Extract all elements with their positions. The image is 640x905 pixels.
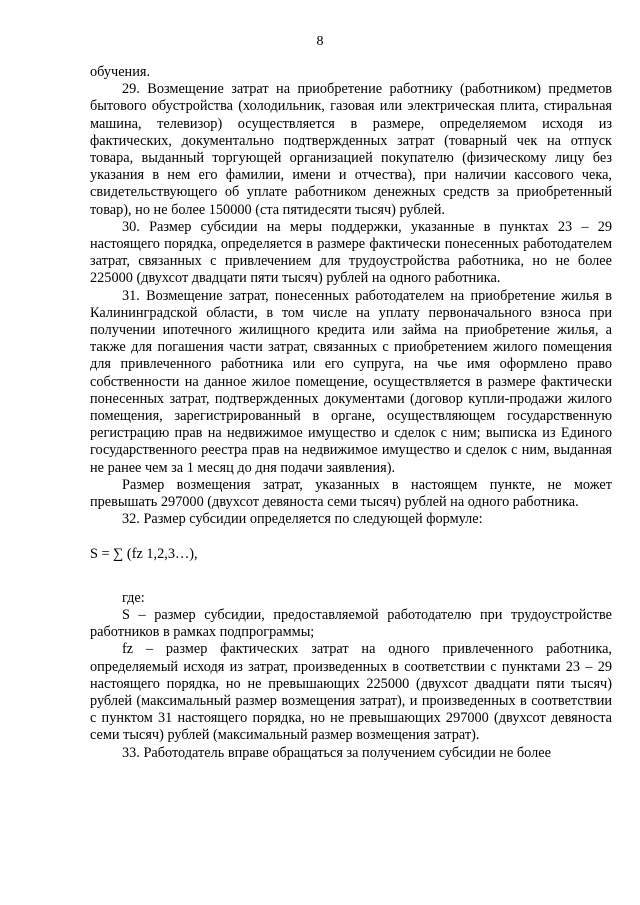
- paragraph-30: 30. Размер субсидии на меры поддержки, указанные в пунктах 23 – 29 настоящего порядка, определяется в размере фактически понесенных работодателем затрат, связанных с привлечением для трудоустройства работника, но не более 225000 (двухсот двадцати пяти тысяч) рублей на одного работника.: [90, 218, 612, 287]
- paragraph-31-limit: Размер возмещения затрат, указанных в настоящем пункте, не может превышать 297000 (двухсот девяноста семи тысяч) рублей на одного работника.: [90, 476, 612, 511]
- paragraph-31: 31. Возмещение затрат, понесенных работодателем на приобретение жилья в Калининградской области, в том числе на уплату первоначального взноса при получении ипотечного жилищного кредита или займа на приобретение жилья, а также для погашения части затрат, связанных с приобретением жилого помещения для привлеченного работника или его супруга, на чье имя оформлено право собственности на данное жилое помещение, осуществляется в размере фактически понесенных затрат, подтвержденных документами (договор купли-продажи жилого помещения, зарегистрированный в органе, осуществляющем государственную регистрацию прав на недвижимое имущество и сделок с ним; выписка из Единого государственного реестра прав на недвижимое имущество и сделок с ним, выданная не ранее чем за 1 месяц до дня подачи заявления).: [90, 287, 612, 476]
- paragraph-29: 29. Возмещение затрат на приобретение работнику (работником) предметов бытового обустройства (холодильник, газовая или электрическая плита, стиральная машина, телевизор) осуществляется в размере, определяемом исходя из фактических, документально подтвержденных затрат (товарный чек на отпуск товара, выданный торгующей организацией покупателю (физическому лицу без указания в нем его фамилии, имени и отчества), при наличии кассового чека, свидетельствующего об уплате работником денежных средств за приобретенный товар), но не более 150000 (ста пятидесяти тысяч) рублей.: [90, 81, 612, 218]
- where-label: где:: [122, 589, 145, 606]
- definition-s: S – размер субсидии, предоставляемой работодателю при трудоустройстве работников в рамках подпрограммы;: [90, 606, 612, 641]
- paragraph-32: 32. Размер субсидии определяется по следующей формуле:: [122, 511, 483, 528]
- document-body: [90, 64, 612, 762]
- paragraph-continuation: обучения.: [90, 64, 151, 80]
- page-number: 8: [316, 34, 324, 49]
- paragraph-33: 33. Работодатель вправе обращаться за получением субсидии не более: [122, 744, 551, 761]
- definition-fz: fz – размер фактических затрат на одного привлеченного работника, определяемый исходя из затрат, произведенных в соответствии с пунктами 23 – 29 настоящего порядка, но не превышающих 225000 (двухсот двадцати пяти тысяч) рублей (максимальный размер возмещения затрат), и произведенных в соответствии с пунктом 31 настоящего порядка, но не превышающих 297000 (двухсот девяноста семи тысяч) рублей (максимальный размер возмещения затрат).: [90, 641, 612, 744]
- subsidy-formula: S = ∑ (fz 1,2,3…),: [90, 546, 198, 563]
